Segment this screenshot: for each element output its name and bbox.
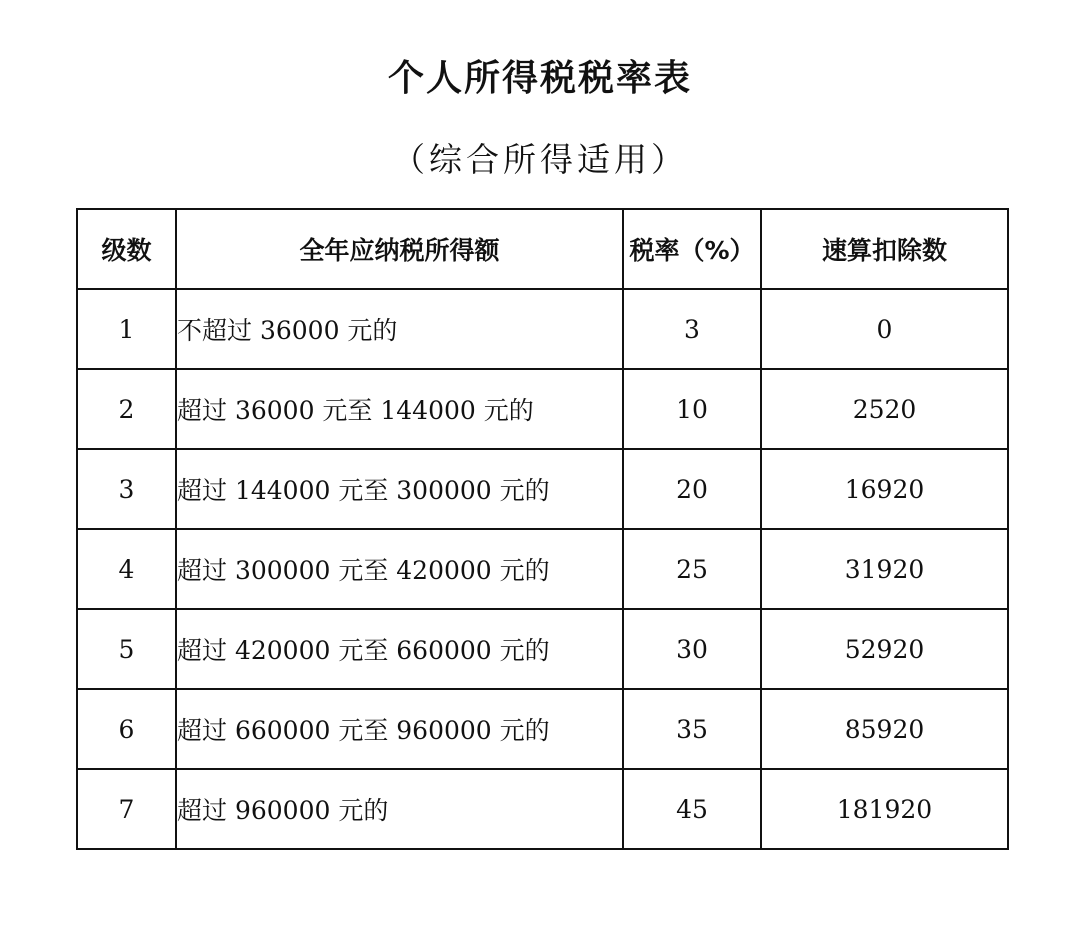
header-level: 级数 xyxy=(77,209,176,289)
deduction-cell: 85920 xyxy=(761,689,1008,769)
deduction-cell: 52920 xyxy=(761,609,1008,689)
rate-cell: 35 xyxy=(623,689,761,769)
level-cell: 1 xyxy=(77,289,176,369)
table-row xyxy=(77,689,1008,769)
deduction-cell: 2520 xyxy=(761,369,1008,449)
level-cell: 2 xyxy=(77,369,176,449)
income-range-cell: 超过 960000 元的 xyxy=(176,769,623,849)
table-row xyxy=(77,609,1008,689)
rate-cell: 10 xyxy=(623,369,761,449)
level-cell: 7 xyxy=(77,769,176,849)
deduction-cell: 31920 xyxy=(761,529,1008,609)
income-range-cell: 超过 420000 元至 660000 元的 xyxy=(176,609,623,689)
income-range-cell: 超过 144000 元至 300000 元的 xyxy=(176,449,623,529)
tax-rate-table xyxy=(76,208,1009,850)
level-cell: 3 xyxy=(77,449,176,529)
header-taxable-income: 全年应纳税所得额 xyxy=(176,209,623,289)
document-title: 个人所得税税率表 xyxy=(387,57,692,99)
rate-cell: 45 xyxy=(623,769,761,849)
table-row xyxy=(77,449,1008,529)
document-subtitle: （综合所得适用） xyxy=(392,140,688,179)
table-row xyxy=(77,769,1008,849)
level-cell: 5 xyxy=(77,609,176,689)
deduction-cell: 0 xyxy=(761,289,1008,369)
deduction-cell: 181920 xyxy=(761,769,1008,849)
deduction-cell: 16920 xyxy=(761,449,1008,529)
level-cell: 6 xyxy=(77,689,176,769)
rate-cell: 25 xyxy=(623,529,761,609)
rate-cell: 3 xyxy=(623,289,761,369)
table-row xyxy=(77,529,1008,609)
income-range-cell: 超过 660000 元至 960000 元的 xyxy=(176,689,623,769)
header-quick-deduction: 速算扣除数 xyxy=(761,209,1008,289)
table-header-row xyxy=(77,209,1008,289)
income-range-cell: 超过 300000 元至 420000 元的 xyxy=(176,529,623,609)
rate-cell: 20 xyxy=(623,449,761,529)
header-tax-rate: 税率（%） xyxy=(623,209,761,289)
income-range-cell: 超过 36000 元至 144000 元的 xyxy=(176,369,623,449)
level-cell: 4 xyxy=(77,529,176,609)
income-range-cell: 不超过 36000 元的 xyxy=(176,289,623,369)
table-row xyxy=(77,369,1008,449)
rate-cell: 30 xyxy=(623,609,761,689)
table-row xyxy=(77,289,1008,369)
